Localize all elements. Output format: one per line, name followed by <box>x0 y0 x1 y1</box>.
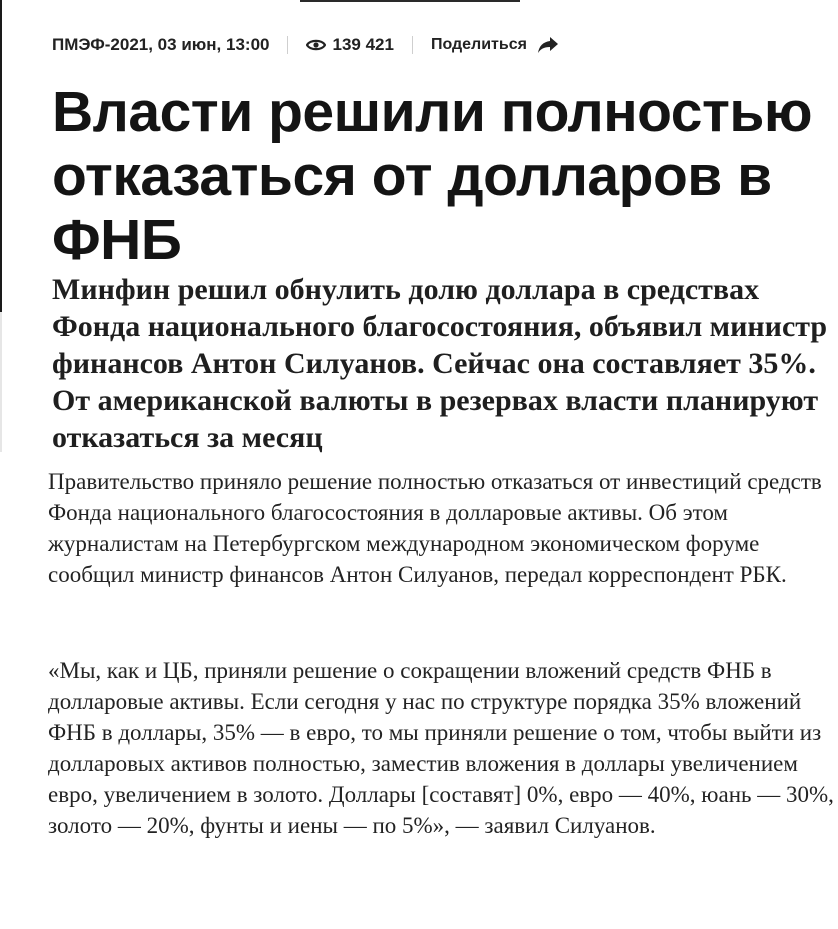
left-edge-rule-light <box>0 312 2 452</box>
views-counter <box>306 35 393 55</box>
article-meta-bar <box>52 33 559 57</box>
source-date: ПМЭФ-2021, 03 июн, 13:00 <box>52 35 270 54</box>
share-button[interactable] <box>431 36 559 54</box>
eye-icon <box>306 38 326 52</box>
views-count: 139 421 <box>332 35 394 54</box>
share-arrow-icon <box>537 36 559 54</box>
meta-separator <box>287 36 288 54</box>
left-edge-rule <box>0 0 2 312</box>
share-label: Поделиться <box>430 36 527 53</box>
meta-separator <box>412 36 413 54</box>
article-paragraph: Правительство приняло решение полностью отказаться от инвестиций средств Фонда национального благосостояния в долларовые активы. Об этом журналистам на Петербургском международном экономическом форуме сообщил министр финансов Антон Силуанов, передал корреспондент РБК. <box>48 469 822 587</box>
top-edge-rule <box>300 0 520 2</box>
article-lead: Минфин решил обнулить долю доллара в средствах Фонда национального благосостояния, объявил министр финансов Антон Силуанов. Сейчас она составляет 35%. От американской валюты в резервах власти планируют отказаться за месяц <box>52 273 828 454</box>
article-paragraph: «Мы, как и ЦБ, приняли решение о сокращении вложений средств ФНБ в долларовые активы. Если сегодня у нас по структуре порядка 35% вложений ФНБ в доллары, 35% — в евро, то мы приняли решение о том, чтобы выйти из долларовых активов полностью, заместив вложения в доллары увеличением евро, увеличением в золото. Доллары [составят] 0%, евро — 40%, юань — 30%, золото — 20%, фунты и иены — по 5%», — заявил Силуанов. <box>48 658 834 838</box>
article-headline: Власти решили полностью отказаться от долларов в ФНБ <box>52 80 813 272</box>
